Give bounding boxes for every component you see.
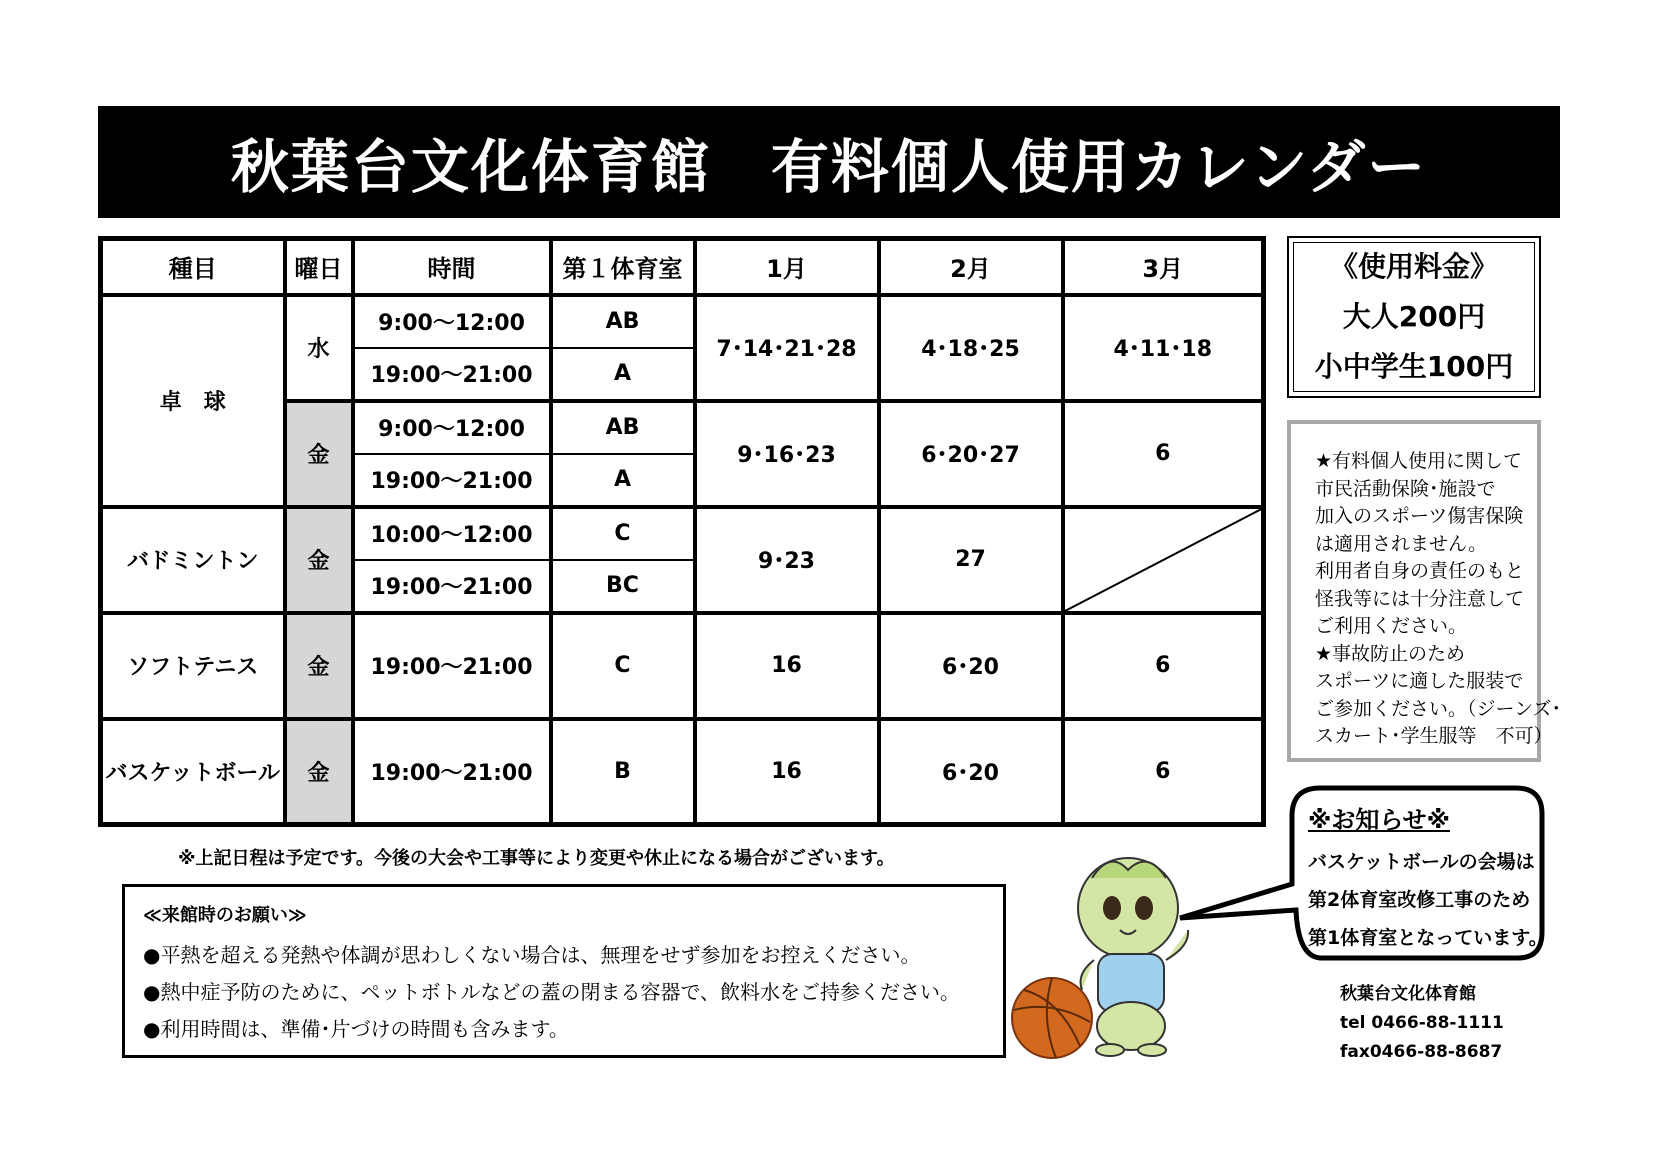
table-row — [101, 507, 1264, 560]
schedule-footnote: ※上記日程は予定です。今後の大会や工事等により変更や休止になる場合がございます。 — [178, 848, 895, 869]
note-line: 怪我等には十分注意して — [1315, 587, 1525, 610]
feb-dates: 4･18･25 — [879, 295, 1063, 401]
sport-takkyu: 卓 球 — [101, 295, 285, 507]
room-cell: A — [551, 454, 695, 507]
note-line: 市民活動保険･施設で — [1315, 477, 1496, 500]
room-cell: A — [551, 348, 695, 401]
fax-number: fax0466-88-8687 — [1340, 1042, 1503, 1062]
time-cell: 10:00～12:00 — [353, 507, 551, 560]
feb-dates: 6･20 — [879, 719, 1063, 825]
table-row — [101, 613, 1264, 719]
header-sport: 種目 — [101, 239, 285, 295]
time-cell: 19:00～21:00 — [353, 613, 551, 719]
notes-box — [1287, 420, 1562, 762]
sport-basketball: バスケットボール — [101, 719, 285, 825]
mar-dates: 6 — [1063, 719, 1264, 825]
fee-adult: 大人200円 — [1342, 300, 1486, 333]
feb-dates: 27 — [879, 507, 1063, 613]
tel-number: tel 0466-88-1111 — [1340, 1013, 1504, 1033]
room-cell: C — [551, 613, 695, 719]
mar-dates: 6 — [1063, 613, 1264, 719]
request-heading: ≪来館時のお願い≫ — [143, 905, 307, 926]
visit-request-box — [122, 884, 1006, 1058]
time-cell: 19:00～21:00 — [353, 348, 551, 401]
note-line: ご参加ください。（ジーンズ･ — [1315, 697, 1562, 720]
header-jan: 1月 — [695, 239, 879, 295]
sport-softtennis: ソフトテニス — [101, 613, 285, 719]
fee-child: 小中学生100円 — [1314, 350, 1514, 383]
room-cell: AB — [551, 295, 695, 348]
room-cell: BC — [551, 560, 695, 613]
notice-bubble — [1290, 778, 1546, 968]
table-row — [101, 719, 1264, 825]
room-cell: B — [551, 719, 695, 825]
page-title: 秋葉台文化体育館 有料個人使用カレンダー — [98, 106, 1560, 218]
time-cell: 19:00～21:00 — [353, 719, 551, 825]
day-cell: 金 — [285, 401, 353, 507]
feb-dates: 6･20･27 — [879, 401, 1063, 507]
table-row — [101, 295, 1264, 348]
request-item: ●熱中症予防のために、ペットボトルなどの蓋の閉まる容器で、飲料水をご持参ください。 — [143, 980, 961, 1004]
time-cell: 19:00～21:00 — [353, 560, 551, 613]
day-cell: 金 — [285, 613, 353, 719]
contact-info — [1340, 980, 1504, 1067]
header-row — [101, 239, 1264, 295]
day-cell: 金 — [285, 507, 353, 613]
jan-dates: 16 — [695, 719, 879, 825]
diagonal-line — [1065, 509, 1262, 611]
day-cell: 金 — [285, 719, 353, 825]
time-cell: 19:00～21:00 — [353, 454, 551, 507]
note-line: スポーツに適した服装で — [1315, 670, 1524, 692]
jan-dates: 7･14･21･28 — [695, 295, 879, 401]
day-cell: 水 — [285, 295, 353, 401]
note-line: ★有料個人使用に関して — [1315, 450, 1523, 472]
time-cell: 9:00～12:00 — [353, 401, 551, 454]
header-mar: 3月 — [1063, 239, 1264, 295]
note-line: は適用されません。 — [1315, 532, 1488, 555]
note-line: 利用者自身の責任のもと — [1315, 560, 1525, 582]
note-line: 加入のスポーツ傷害保険 — [1315, 505, 1524, 527]
header-feb: 2月 — [879, 239, 1063, 295]
jan-dates: 16 — [695, 613, 879, 719]
note-line: ★事故防止のため — [1315, 642, 1466, 665]
fee-title: 《使用料金》 — [1329, 250, 1498, 283]
note-line: スカート･学生服等 不可） — [1315, 725, 1553, 747]
feb-dates: 6･20 — [879, 613, 1063, 719]
notice-line: バスケットボールの会場は — [1308, 851, 1535, 873]
room-cell: C — [551, 507, 695, 560]
facility-name: 秋葉台文化体育館 — [1340, 984, 1476, 1004]
calendar-table — [98, 236, 1266, 827]
notice-line: 第1体育室となっています。 — [1308, 927, 1548, 949]
mar-empty-diagonal — [1063, 507, 1264, 613]
sport-badminton: バドミントン — [101, 507, 285, 613]
header-room: 第１体育室 — [551, 239, 695, 295]
fee-box — [1287, 236, 1541, 398]
note-line: ご利用ください。 — [1315, 615, 1468, 637]
header-day: 曜日 — [285, 239, 353, 295]
request-item: ●利用時間は、準備･片づけの時間も含みます。 — [143, 1017, 569, 1041]
notice-title: ※お知らせ※ — [1308, 806, 1450, 834]
mar-dates: 4･11･18 — [1063, 295, 1264, 401]
request-item: ●平熱を超える発熱や体調が思わしくない場合は、無理をせず参加をお控えください。 — [143, 943, 921, 967]
mar-dates: 6 — [1063, 401, 1264, 507]
jan-dates: 9･23 — [695, 507, 879, 613]
notice-line: 第2体育室改修工事のため — [1308, 889, 1531, 911]
time-cell: 9:00～12:00 — [353, 295, 551, 348]
header-time: 時間 — [353, 239, 551, 295]
jan-dates: 9･16･23 — [695, 401, 879, 507]
room-cell: AB — [551, 401, 695, 454]
